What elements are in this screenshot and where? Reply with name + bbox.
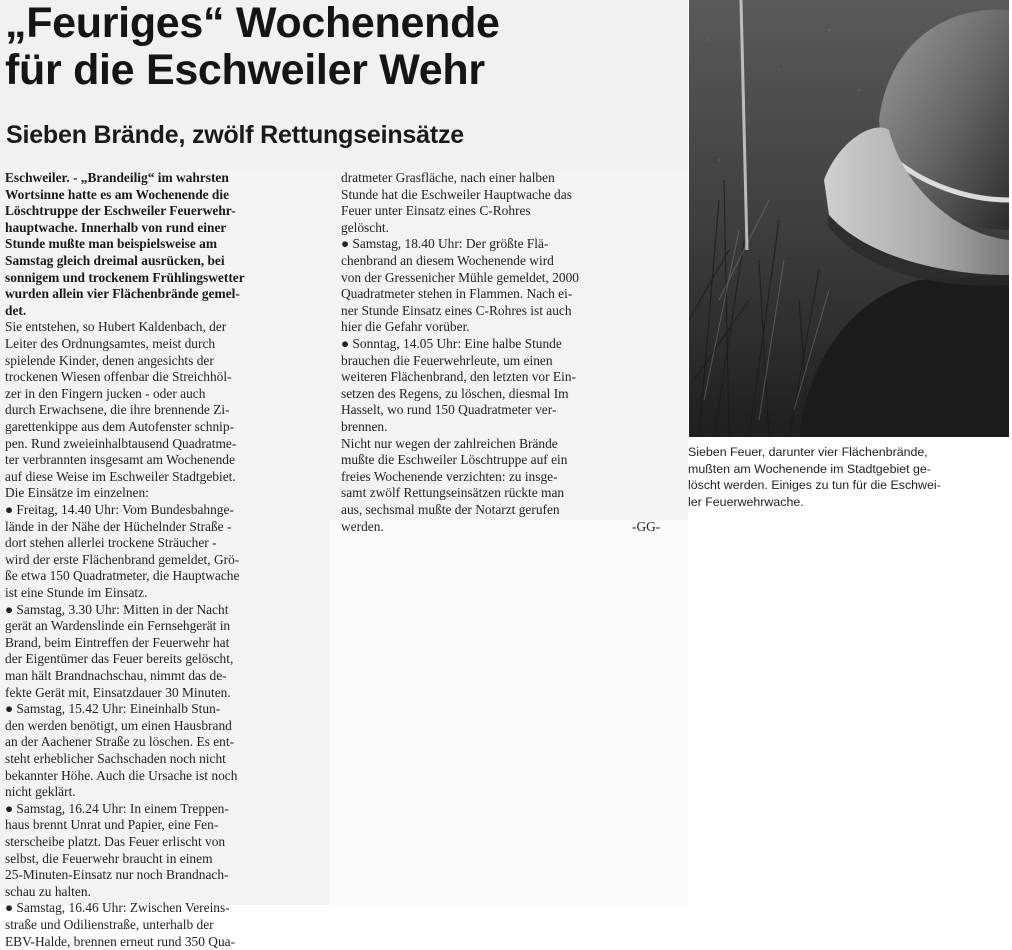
column-1-line: steht erheblicher Sachschaden noch nicht xyxy=(5,751,226,766)
column-1-line: den werden benötigt, um einen Hausbrand xyxy=(5,717,232,733)
column-2-line: setzen des Regens, zu löschen, diesmal Im xyxy=(341,385,569,401)
column-1-line: sterscheibe platzt. Das Feuer erlischt von xyxy=(5,834,226,849)
column-1-line: nicht geklärt. xyxy=(5,784,76,800)
column-1-line: wird der erste Flächenbrand gemeldet, Grö- xyxy=(5,551,240,567)
headline xyxy=(5,0,685,94)
column-2-line: Stunde hat die Eschweiler Hauptwache das xyxy=(341,186,572,202)
column-2-line: ● Sonntag, 14.05 Uhr: Eine halbe Stunde xyxy=(341,336,562,351)
column-1-line: fekte Gerät mit, Einsatzdauer 30 Minuten. xyxy=(5,684,231,700)
column-1-line: trockenen Wiesen offenbar die Streichhöl- xyxy=(5,369,232,385)
column-2-line: Hasselt, wo rund 150 Quadratmeter ver- xyxy=(341,402,557,418)
photo-caption xyxy=(688,444,1008,510)
column-1-line: Die Einsätze im einzelnen: xyxy=(5,485,149,501)
column-1-line: garettenkippe aus dem Autofenster schnip- xyxy=(5,419,235,434)
headline-line-1: „Feuriges“ Wochenende xyxy=(5,0,500,47)
column-1-line: Brand, beim Eintreffen der Feuerwehr hat xyxy=(5,634,230,650)
caption-line: mußten am Wochenende im Stadtgebiet ge- xyxy=(688,461,931,476)
column-2-line: chenbrand an diesem Wochenende wird xyxy=(341,253,554,268)
column-1-line: Sie entstehen, so Hubert Kaldenbach, der xyxy=(5,319,227,335)
column-1-line: ● Samstag, 3.30 Uhr: Mitten in der Nacht xyxy=(5,601,229,617)
column-2-line: mußte die Eschweiler Löschtruppe auf ein xyxy=(341,452,568,468)
column-1-line: ● Samstag, 16.24 Uhr: In einem Treppen- xyxy=(5,800,229,816)
column-2-line: gelöscht. xyxy=(341,219,389,235)
column-1-line: selbst, die Feuerwehr braucht in einem xyxy=(5,850,213,866)
column-2-line: brauchen die Feuerwehrleute, um einen xyxy=(341,352,553,368)
column-1-line: straße und Odilienstraße, unterhalb der xyxy=(5,917,214,932)
lead-paragraph-line: wurden allein vier Flächenbrände gemel- xyxy=(5,286,240,302)
column-1-line: haus brennt Unrat und Papier, eine Fen- xyxy=(5,817,219,833)
fire-helmet-photo xyxy=(689,0,1009,437)
column-1-line: man hält Brandnachschau, nimmt das de- xyxy=(5,668,227,683)
column-1-line: ter verbrannten insgesamt am Wochenende xyxy=(5,452,235,468)
column-1-line: gerät an Wardenslinde ein Fernsehgerät in xyxy=(5,618,231,634)
column-1-line: auf diese Weise im Eschweiler Stadtgebiet. xyxy=(5,468,236,484)
lead-paragraph-line: Löschtruppe der Eschweiler Feuerwehr- xyxy=(5,203,236,219)
column-1-line: bekannter Höhe. Auch die Ursache ist noch xyxy=(5,767,238,783)
column-1-line: dort stehen allerlei trockene Sträucher - xyxy=(5,535,217,551)
column-2-line: von der Gressenicher Mühle gemeldet, 2000 xyxy=(341,269,579,285)
column-2-line: ● Samstag, 18.40 Uhr: Der größte Flä- xyxy=(341,236,549,252)
column-1-line: an der Aachener Straße zu löschen. Es ent- xyxy=(5,734,235,750)
column-2-line: Nicht nur wegen der zahlreichen Brände xyxy=(341,435,558,451)
column-2-line: ner Stunde Einsatz eines C-Rohres ist auch xyxy=(341,302,572,318)
column-2-line: Feuer unter Einsatz eines C-Rohres xyxy=(341,203,531,219)
caption-line: ler Feuerwehrwache. xyxy=(688,494,804,509)
lead-paragraph-line: Stunde mußte man beispielsweise am xyxy=(5,236,218,252)
column-1-line: spielende Kinder, denen angesichts der xyxy=(5,352,214,368)
column-1-line: ist eine Stunde im Einsatz. xyxy=(5,585,148,600)
column-1-line: ße etwa 150 Quadratmeter, die Hauptwache xyxy=(5,568,240,584)
column-2-line: weiteren Flächenbrand, den letzten vor Ein- xyxy=(341,369,576,385)
column-2-line: Quadratmeter stehen in Flammen. Nach ei- xyxy=(341,286,573,302)
headline-line-2: für die Eschweiler Wehr xyxy=(5,46,485,94)
empty-area xyxy=(688,520,1012,905)
column-1-line: ● Freitag, 14.40 Uhr: Vom Bundesbahnge- xyxy=(5,502,234,517)
column-1-line: Leiter des Ordnungsamtes, meist durch xyxy=(5,336,216,351)
column-2-line: dratmeter Grasfläche, nach einer halben xyxy=(341,170,555,185)
column-2-line: werden. xyxy=(341,518,384,534)
lead-paragraph-line: Wortsinne hatte es am Wochenende die xyxy=(5,186,230,202)
caption-line: Sieben Feuer, darunter vier Flächenbrände, xyxy=(688,445,928,459)
caption-line: löscht werden. Einiges zu tun für die Eschwei- xyxy=(688,478,941,492)
column-2-line: brennen. xyxy=(341,419,388,434)
column-1-line: pen. Rund zweieinhalbtausend Quadratme- xyxy=(5,435,237,451)
byline: -GG- xyxy=(632,518,661,534)
lead-paragraph-line: det. xyxy=(5,302,27,318)
photo-image xyxy=(689,0,1009,437)
column-1-line: 25-Minuten-Einsatz nur noch Brandnach- xyxy=(5,867,229,883)
lead-paragraph-line: Eschweiler. - „Brandeilig“ im wahrsten xyxy=(5,170,229,185)
subheadline: Sieben Brände, zwölf Rettungseinsätze xyxy=(6,121,464,149)
column-1-line: ● Samstag, 16.46 Uhr: Zwischen Vereins- xyxy=(5,900,230,916)
column-2-line: hier die Gefahr vorüber. xyxy=(341,319,470,335)
column-1-line: zer in den Fingern jucken - oder auch xyxy=(5,385,206,401)
column-1-line: der Eigentümer das Feuer bereits gelöscht, xyxy=(5,651,234,667)
column-2-line: aus, sechsmal mußte der Notarzt gerufen xyxy=(341,502,560,517)
lead-paragraph-line: Samstag gleich dreimal ausrücken, bei xyxy=(5,253,225,268)
column-2-line: freies Wochenende verzichten: zu insge- xyxy=(341,468,558,484)
column-1-line: durch Erwachsene, die ihre brennende Zi- xyxy=(5,402,230,418)
column-1-line: ● Samstag, 15.42 Uhr: Eineinhalb Stun- xyxy=(5,701,221,717)
column-2-line: samt zwölf Rettungseinsätzen rückte man xyxy=(341,485,565,501)
column-1-line: EBV-Halde, brennen erneut rund 350 Qua- xyxy=(5,933,236,949)
column-2-bleed-area xyxy=(330,520,688,905)
column-1-line: schau zu halten. xyxy=(5,883,91,899)
lead-paragraph-line: sonnigem und trockenem Frühlingswetter xyxy=(5,269,245,285)
column-1-line: lände in der Nähe der Hüchelnder Straße - xyxy=(5,518,232,534)
lead-paragraph-line: hauptwache. Innerhalb von rund einer xyxy=(5,219,227,235)
